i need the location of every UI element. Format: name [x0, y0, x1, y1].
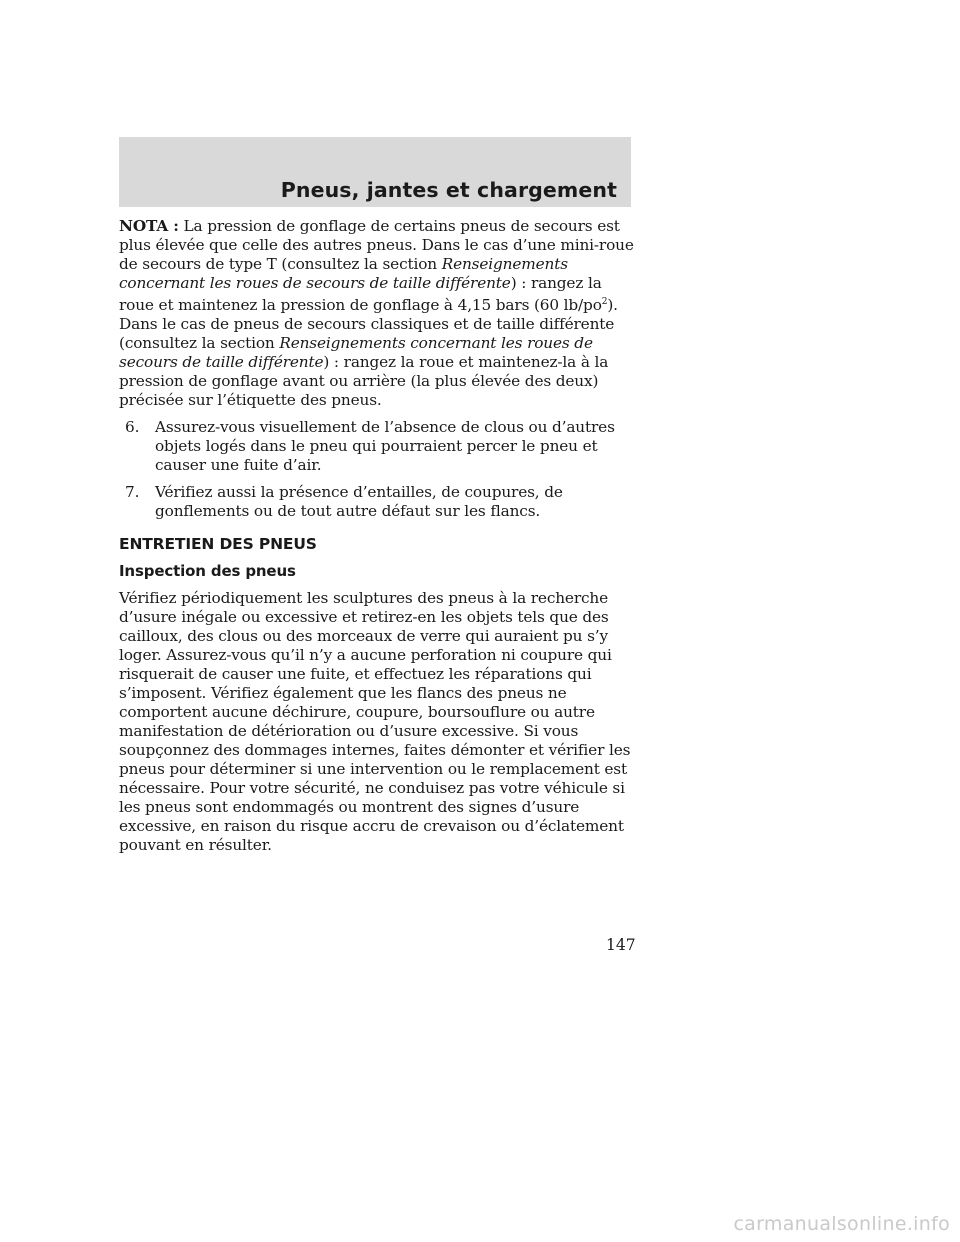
- list-item: [119, 483, 639, 521]
- step-number: 7.: [125, 483, 140, 502]
- page-header: [119, 137, 631, 207]
- section-heading: ENTRETIEN DES PNEUS: [119, 535, 317, 554]
- step-text: Assurez-vous visuellement de l’absence de clous ou d’autres objets logés dans le pneu qui pourraient percer le pneu et causer une fuite d’air.: [155, 418, 615, 475]
- superscript: 2: [601, 297, 608, 307]
- section-reference-1: Renseignements concernant les roues de secours de taille différente: [119, 255, 568, 292]
- page-content: [119, 217, 639, 863]
- step-number: 6.: [125, 418, 140, 437]
- section-title: Pneus, jantes et chargement: [280, 178, 617, 202]
- body-paragraph: Vérifiez périodiquement les sculptures des pneus à la recherche d’usure inégale ou excessive et retirez-en les objets tels que des cailloux, des clous ou des morceaux de verre qui auraient pu s’y loger. Assurez-vous qu’il n’y a aucune perforation ni coupure qui risquerait de causer une fuite, et effectuez les réparations qui s’imposent. Vérifiez également que les flancs des pneus ne comportent aucune déchirure, coupure, boursouflure ou autre manifestation de détérioration ou d’usure excessive. Si vous soupçonnez des dommages internes, faites démonter et vérifier les pneus pour déterminer si une intervention ou le remplacement est nécessaire. Pour votre sécurité, ne conduisez pas votre véhicule si les pneus sont endommagés ou montrent des signes d’usure excessive, en raison du risque accru de crevaison ou d’éclatement pouvant en résulter.: [119, 589, 631, 855]
- nota-text-4: ) : rangez la roue et maintenez-la à la pression de gonflage avant ou arrière (la plus élevée des deux) précisée sur l’étiquette des pneus.: [119, 353, 609, 410]
- page-number: 147: [606, 936, 636, 954]
- subsection-heading: Inspection des pneus: [119, 562, 296, 581]
- nota-text-2: ) : rangez la roue et maintenez la pression de gonflage à 4,15 bars (60 lb/po: [119, 274, 602, 315]
- step-text: Vérifiez aussi la présence d’entailles, de coupures, de gonflements ou de tout autre défaut sur les flancs.: [155, 483, 563, 521]
- list-item: [119, 418, 639, 475]
- nota-label: NOTA :: [119, 217, 179, 235]
- section-reference-2: Renseignements concernant les roues de secours de taille différente: [119, 334, 593, 372]
- nota-text-3: ). Dans le cas de pneus de secours classiques et de taille différente (consultez la section: [119, 296, 618, 353]
- nota-paragraph: [119, 217, 639, 410]
- watermark: carmanualsonline.info: [733, 1213, 950, 1235]
- nota-text-1: La pression de gonflage de certains pneus de secours est plus élevée que celle des autres pneus. Dans le cas d’une mini-roue de secours de type T (consultez la section: [119, 217, 634, 273]
